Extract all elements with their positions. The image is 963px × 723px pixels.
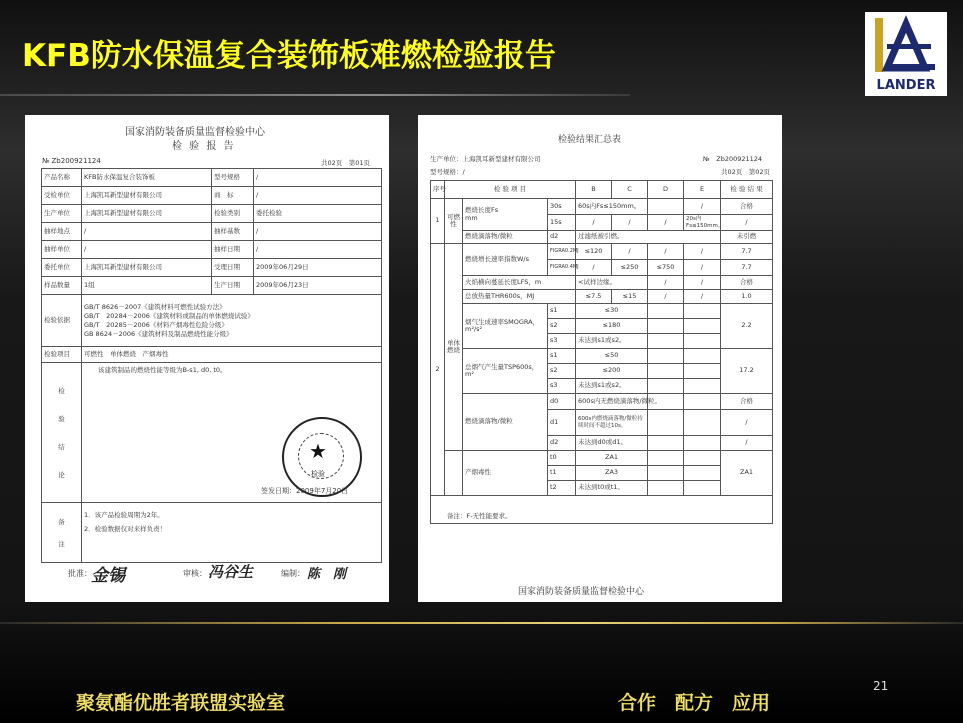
item-label: 总烟气产生量TSP600s，m² — [463, 349, 548, 394]
item-label: 燃烧滴落物/微粒 — [463, 231, 548, 244]
value-cell: / — [684, 244, 721, 260]
report1-table — [41, 168, 382, 563]
conclusion-char: 检 — [58, 386, 65, 395]
result-cell: 17.2 — [721, 349, 773, 394]
value-cell: 可燃性 单体燃烧 产烟毒性 — [82, 347, 382, 363]
table-header-row — [431, 181, 773, 199]
footer-divider — [0, 622, 963, 624]
empty-cell — [684, 334, 721, 349]
editor-signature: 陈 刚 — [307, 567, 347, 582]
value-cell: ≤50 — [576, 349, 648, 364]
item-label: 火焰横向蔓延长度LFS，m — [463, 276, 576, 290]
value-cell: ≤750 — [648, 260, 684, 276]
conclusion-char: 论 — [58, 470, 65, 479]
result-cell: 2.2 — [721, 304, 773, 349]
empty-cell — [648, 199, 684, 215]
sub-label: 30s — [548, 199, 576, 215]
value-cell: / — [254, 223, 382, 241]
sub-label: t2 — [548, 481, 576, 496]
value-cell: / — [82, 241, 212, 259]
empty-cell — [648, 319, 684, 334]
report2-producer: 生产单位：上海凯耳新型建材有限公司 — [430, 155, 541, 163]
star-icon: ★ — [309, 439, 327, 463]
result-cell: / — [721, 410, 773, 436]
label-cell: 商 标 — [212, 187, 254, 205]
col-item: 检 验 项 目 — [445, 181, 576, 199]
table-row — [431, 349, 773, 364]
logo-text: LANDER — [876, 78, 936, 93]
col-c: C — [612, 181, 648, 199]
result-cell: 合格 — [721, 199, 773, 215]
report2-header: 检验结果汇总表 — [558, 135, 622, 145]
footer-right-text: 合作 配方 应用 — [618, 692, 771, 714]
label-cell: 生产日期 — [212, 277, 254, 295]
empty-cell — [684, 481, 721, 496]
label-cell: 抽样日期 — [212, 241, 254, 259]
sub-label: s1 — [548, 304, 576, 319]
label-cell: 委托单位 — [42, 259, 82, 277]
empty-cell — [648, 436, 684, 451]
table-row — [431, 199, 773, 215]
conclusion-text: 该建筑制品的燃烧性能等级为B-s1, d0, t0。 — [98, 366, 227, 374]
remark-line: 2．检验数据仅对来样负责！ — [84, 525, 167, 533]
value-cell: 20s内Fs≤150mm。 — [684, 215, 721, 231]
report2-model: 型号规格：/ — [430, 168, 465, 176]
sub-label: s2 — [548, 364, 576, 379]
item-label — [463, 199, 548, 231]
review-signature: 冯谷生 — [208, 563, 254, 581]
report2-page: 共02页 第02页 — [721, 168, 771, 176]
title-divider — [0, 94, 630, 96]
report-page-2 — [418, 115, 782, 602]
report1-subheader: 检 验 报 告 — [172, 141, 236, 152]
group-label: 单体燃烧 — [445, 244, 463, 451]
value-cell: 1组 — [82, 277, 212, 295]
conclusion-char: 结 — [58, 442, 65, 451]
result-cell: 未引燃 — [721, 231, 773, 244]
row-number: 1 — [431, 199, 445, 244]
value-cell: / — [612, 215, 648, 231]
table-row — [42, 169, 382, 187]
item-label: 烟气生成速率SMOGRA，m²/s² — [463, 304, 548, 349]
lander-logo — [865, 12, 947, 96]
value-cell: / — [612, 244, 648, 260]
remark-line: 1．该产品检验周期为2年。 — [84, 511, 164, 519]
remark-label-cell — [42, 503, 82, 563]
col-d: D — [648, 181, 684, 199]
col-e: E — [684, 181, 721, 199]
value-cell: / — [684, 290, 721, 304]
label-cell: 生产单位 — [42, 205, 82, 223]
empty-cell — [684, 410, 721, 436]
sub-label: FIGRA0.4MJ — [548, 260, 576, 276]
value-cell: 上海凯耳新型建材有限公司 — [82, 205, 212, 223]
report2-number: № Zb200921124 — [703, 155, 763, 163]
label-cell: 产品名称 — [42, 169, 82, 187]
table-row — [42, 347, 382, 363]
table-row — [431, 231, 773, 244]
empty-cell — [684, 364, 721, 379]
basis-line: GB 8624－2006《建筑材料及制品燃烧性能分级》 — [84, 329, 233, 338]
value-cell: KFB防水保温复合装饰板 — [82, 169, 212, 187]
value-cell: 委托检验 — [254, 205, 382, 223]
value-cell: ≤120 — [576, 244, 612, 260]
sub-label: t0 — [548, 451, 576, 466]
sub-label: s2 — [548, 319, 576, 334]
value-cell: 上海凯耳新型建材有限公司 — [82, 187, 212, 205]
label-cell: 检验类别 — [212, 205, 254, 223]
table-row — [431, 290, 773, 304]
value-cell: 600s内无燃烧滴落物/微粒。 — [576, 394, 648, 410]
value-cell: / — [684, 276, 721, 290]
value-cell: / — [684, 260, 721, 276]
editor-label: 编制： — [281, 569, 305, 578]
label-cell: 检验项目 — [42, 347, 82, 363]
report1-number: № Zb200921124 — [42, 157, 101, 165]
sub-label: FIGRA0.2MJ — [548, 244, 576, 260]
empty-cell — [684, 436, 721, 451]
table-row — [431, 276, 773, 290]
col-result: 检 验 结 果 — [721, 181, 773, 199]
value-cell: ≤15 — [612, 290, 648, 304]
table-row — [431, 496, 773, 524]
value-cell: 上海凯耳新型建材有限公司 — [82, 259, 212, 277]
label-cell: 受理日期 — [212, 259, 254, 277]
result-cell: / — [721, 215, 773, 231]
conclusion-label-cell — [42, 363, 82, 503]
value-cell: 过滤纸被引燃。 — [576, 231, 721, 244]
official-seal — [282, 417, 362, 497]
value-cell: 60s内Fs≤150mm。 — [576, 199, 648, 215]
table-row — [42, 295, 382, 347]
value-cell: / — [254, 187, 382, 205]
empty-cell — [648, 349, 684, 364]
value-cell: ≤200 — [576, 364, 648, 379]
group-label: 可燃性 — [445, 199, 463, 244]
page-number: 21 — [873, 679, 889, 693]
empty-cell — [648, 379, 684, 394]
table-row — [42, 187, 382, 205]
empty-cell — [684, 451, 721, 466]
row-number: 2 — [431, 244, 445, 496]
value-cell: ≤30 — [576, 304, 648, 319]
empty-cell — [684, 319, 721, 334]
basis-line: GB/T 20285－2006《材料产烟毒性危险分级》 — [84, 320, 228, 329]
footer-left-text: 聚氨酯优胜者联盟实验室 — [76, 692, 286, 714]
table-row — [42, 259, 382, 277]
sub-label: 15s — [548, 215, 576, 231]
item-unit: mm — [465, 213, 478, 222]
basis-line: GB/T 20284－2006《建筑材料或制品的单体燃烧试验》 — [84, 311, 254, 320]
result-cell: 合格 — [721, 276, 773, 290]
report1-page: 共02页 第01页 — [321, 159, 371, 167]
value-cell: ≤7.5 — [576, 290, 612, 304]
empty-cell — [684, 349, 721, 364]
label-cell: 抽样地点 — [42, 223, 82, 241]
value-cell: 600s内燃烧滴落物/微粒持续时间不超过10s。 — [576, 410, 648, 436]
result-cell: ZA1 — [721, 451, 773, 496]
value-cell: 2009年06月29日 — [254, 259, 382, 277]
label-cell: 抽样基数 — [212, 223, 254, 241]
value-cell: / — [82, 223, 212, 241]
col-seq: 序号 — [431, 181, 445, 199]
table-row — [42, 205, 382, 223]
review-label: 审核： — [183, 569, 207, 578]
empty-cell — [684, 379, 721, 394]
approve-label: 批准： — [68, 569, 92, 578]
value-cell: 未达到s1或s2。 — [576, 379, 648, 394]
result-cell: 合格 — [721, 394, 773, 410]
remark-char: 备 — [58, 517, 65, 526]
value-cell: / — [684, 199, 721, 215]
remark-cell — [82, 503, 382, 563]
value-cell: / — [254, 169, 382, 187]
result-cell: 7.7 — [721, 244, 773, 260]
sub-label: d2 — [548, 436, 576, 451]
item-label: 燃烧增长速率指数W/s — [463, 244, 548, 276]
label-cell: 样品数量 — [42, 277, 82, 295]
empty-cell — [648, 481, 684, 496]
empty-cell — [684, 394, 721, 410]
sub-label: s1 — [548, 349, 576, 364]
basis-cell — [82, 295, 382, 347]
lander-emblem-icon — [865, 12, 947, 78]
item-label: 总放热量THR600s，MJ — [463, 290, 576, 304]
sub-label: d2 — [548, 231, 576, 244]
empty-cell — [684, 466, 721, 481]
table-row — [431, 304, 773, 319]
value-cell: / — [648, 215, 684, 231]
table-row — [431, 394, 773, 410]
slide-title: KFB防水保温复合装饰板难燃检验报告 — [22, 38, 556, 74]
value-cell: 2009年06月23日 — [254, 277, 382, 295]
table-row — [42, 223, 382, 241]
empty-cell — [648, 466, 684, 481]
empty-cell — [648, 334, 684, 349]
table-row — [431, 451, 773, 466]
value-cell: / — [648, 290, 684, 304]
basis-line: GB/T 8626－2007《建筑材料可燃性试验方法》 — [84, 302, 226, 311]
table-row — [431, 244, 773, 260]
spacer-cell — [445, 451, 463, 496]
value-cell: 未达到s1或s2。 — [576, 334, 648, 349]
col-b: B — [576, 181, 612, 199]
value-cell: / — [254, 241, 382, 259]
value-cell: / — [576, 260, 612, 276]
value-cell: / — [576, 215, 612, 231]
value-cell: 未达到t0或t1。 — [576, 481, 648, 496]
sub-label: s3 — [548, 334, 576, 349]
label-cell: 受检单位 — [42, 187, 82, 205]
empty-cell — [648, 410, 684, 436]
table-row — [42, 241, 382, 259]
label-cell: 型号规格 — [212, 169, 254, 187]
result-cell: 1.0 — [721, 290, 773, 304]
empty-cell — [648, 451, 684, 466]
empty-cell — [684, 304, 721, 319]
sub-label: d0 — [548, 394, 576, 410]
item-label: 燃烧滴落物/微粒 — [463, 394, 548, 451]
value-cell: ≤180 — [576, 319, 648, 334]
table-row — [42, 277, 382, 295]
issue-date: 签发日期：2009年7月20日 — [261, 487, 349, 495]
report-page-1 — [25, 115, 389, 602]
report2-footer: 国家消防装备质量监督检验中心 — [518, 587, 645, 597]
value-cell: ≤250 — [612, 260, 648, 276]
results-table — [430, 180, 773, 524]
sub-label: t1 — [548, 466, 576, 481]
value-cell: ZA1 — [576, 451, 648, 466]
label-cell: 检验依据 — [42, 295, 82, 347]
empty-cell — [648, 364, 684, 379]
conclusion-char: 验 — [58, 414, 65, 423]
item-label: 产烟毒性 — [463, 451, 548, 496]
value-cell: ZA3 — [576, 466, 648, 481]
value-cell: <试样边缘。 — [576, 276, 648, 290]
report1-header: 国家消防装备质量监督检验中心 — [125, 127, 265, 138]
value-cell: / — [648, 244, 684, 260]
result-cell: 7.7 — [721, 260, 773, 276]
remark-cell: 备注：F-无性能要求。 — [431, 496, 773, 524]
value-cell: / — [648, 276, 684, 290]
sub-label: d1 — [548, 410, 576, 436]
value-cell: 未达到d0或d1。 — [576, 436, 648, 451]
seal-word: 检验 — [311, 470, 325, 478]
table-row — [42, 503, 382, 563]
label-cell: 抽样单位 — [42, 241, 82, 259]
result-cell: / — [721, 436, 773, 451]
approve-signature: 金锡 — [91, 566, 125, 586]
sub-label: s3 — [548, 379, 576, 394]
item-label-text: 燃烧长度Fs — [465, 206, 499, 215]
remark-char: 注 — [58, 539, 65, 548]
empty-cell — [648, 304, 684, 319]
